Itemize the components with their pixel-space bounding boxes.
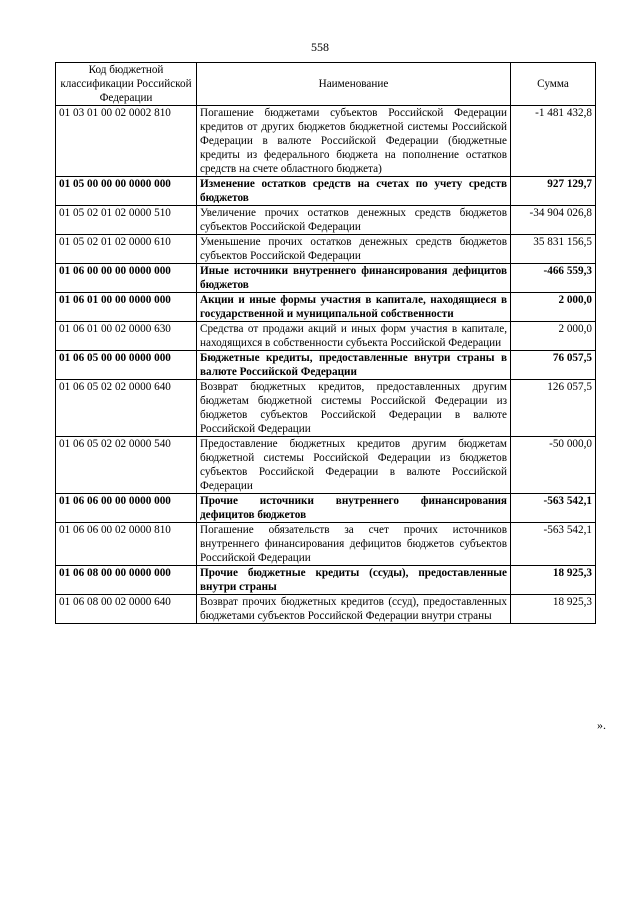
page-number: 558 [311, 40, 329, 54]
row-sum: -466 559,3 [511, 264, 596, 293]
row-sum: 18 925,3 [511, 566, 596, 595]
closing-quote-mark: ». [597, 718, 606, 732]
table-row-total [56, 494, 596, 523]
row-name: Средства от продажи акций и иных форм участия в капитале, находящихся в собственности субъекта Российской Федерации [197, 322, 511, 351]
row-sum: -1 481 432,8 [511, 106, 596, 177]
row-name: Предоставление бюджетных кредитов другим бюджетам бюджетной системы Российской Федерации из бюджетов субъектов Российской Федерации в валюте Российской Федерации [197, 437, 511, 494]
row-code: 01 05 02 01 02 0000 610 [56, 235, 197, 264]
row-sum: 2 000,0 [511, 322, 596, 351]
table-row [56, 206, 596, 235]
row-name: Бюджетные кредиты, предоставленные внутри страны в валюте Российской Федерации [197, 351, 511, 380]
row-name: Иные источники внутреннего финансирования дефицитов бюджетов [197, 264, 511, 293]
header-name: Наименование [197, 63, 511, 106]
table-row [56, 595, 596, 624]
row-code: 01 03 01 00 02 0002 810 [56, 106, 197, 177]
table-row [56, 523, 596, 566]
row-name: Прочие источники внутреннего финансирования дефицитов бюджетов [197, 494, 511, 523]
row-code: 01 06 08 00 00 0000 000 [56, 566, 197, 595]
row-code: 01 06 06 00 00 0000 000 [56, 494, 197, 523]
row-name: Уменьшение прочих остатков денежных средств бюджетов субъектов Российской Федерации [197, 235, 511, 264]
table-row-total [56, 566, 596, 595]
row-sum: 76 057,5 [511, 351, 596, 380]
row-sum: 35 831 156,5 [511, 235, 596, 264]
row-name: Погашение обязательств за счет прочих источников внутреннего финансирования дефицитов бюджетов субъектов Российской Федерации [197, 523, 511, 566]
row-name: Погашение бюджетами субъектов Российской Федерации кредитов от других бюджетов бюджетной системы Российской Федерации в валюте Российской Федерации (бюджетные кредиты из федерального бюджета на пополнение остатков средств на счете областного бюджета) [197, 106, 511, 177]
row-code: 01 06 00 00 00 0000 000 [56, 264, 197, 293]
row-name: Акции и иные формы участия в капитале, находящиеся в государственной и муниципальной собственности [197, 293, 511, 322]
table-row [56, 380, 596, 437]
table-row [56, 322, 596, 351]
row-sum: 927 129,7 [511, 177, 596, 206]
row-sum: -563 542,1 [511, 494, 596, 523]
header-sum: Сумма [511, 63, 596, 106]
row-sum: -563 542,1 [511, 523, 596, 566]
row-code: 01 05 02 01 02 0000 510 [56, 206, 197, 235]
row-code: 01 06 05 00 00 0000 000 [56, 351, 197, 380]
row-code: 01 06 01 00 00 0000 000 [56, 293, 197, 322]
row-sum: 126 057,5 [511, 380, 596, 437]
table-row [56, 106, 596, 177]
row-name: Увеличение прочих остатков денежных средств бюджетов субъектов Российской Федерации [197, 206, 511, 235]
budget-sources-table [55, 62, 596, 624]
row-code: 01 05 00 00 00 0000 000 [56, 177, 197, 206]
row-name: Возврат прочих бюджетных кредитов (ссуд), предоставленных бюджетами субъектов Российской Федерации внутри страны [197, 595, 511, 624]
row-code: 01 06 08 00 02 0000 640 [56, 595, 197, 624]
table-row-total [56, 293, 596, 322]
row-name: Прочие бюджетные кредиты (ссуды), предоставленные внутри страны [197, 566, 511, 595]
row-code: 01 06 06 00 02 0000 810 [56, 523, 197, 566]
row-code: 01 06 01 00 02 0000 630 [56, 322, 197, 351]
row-name: Изменение остатков средств на счетах по учету средств бюджетов [197, 177, 511, 206]
table-row-total [56, 177, 596, 206]
row-code: 01 06 05 02 02 0000 540 [56, 437, 197, 494]
row-sum: -34 904 026,8 [511, 206, 596, 235]
table-header-row [56, 63, 596, 106]
table-row-total [56, 264, 596, 293]
row-code: 01 06 05 02 02 0000 640 [56, 380, 197, 437]
row-sum: 18 925,3 [511, 595, 596, 624]
row-sum: -50 000,0 [511, 437, 596, 494]
table-row-total [56, 351, 596, 380]
table-row [56, 437, 596, 494]
row-name: Возврат бюджетных кредитов, предоставленных другим бюджетам бюджетной системы Российской Федерации из бюджетов субъектов Российской Федерации в валюте Российской Федерации [197, 380, 511, 437]
header-code: Код бюджетной классификации Российской Федерации [56, 63, 197, 106]
table-row [56, 235, 596, 264]
row-sum: 2 000,0 [511, 293, 596, 322]
